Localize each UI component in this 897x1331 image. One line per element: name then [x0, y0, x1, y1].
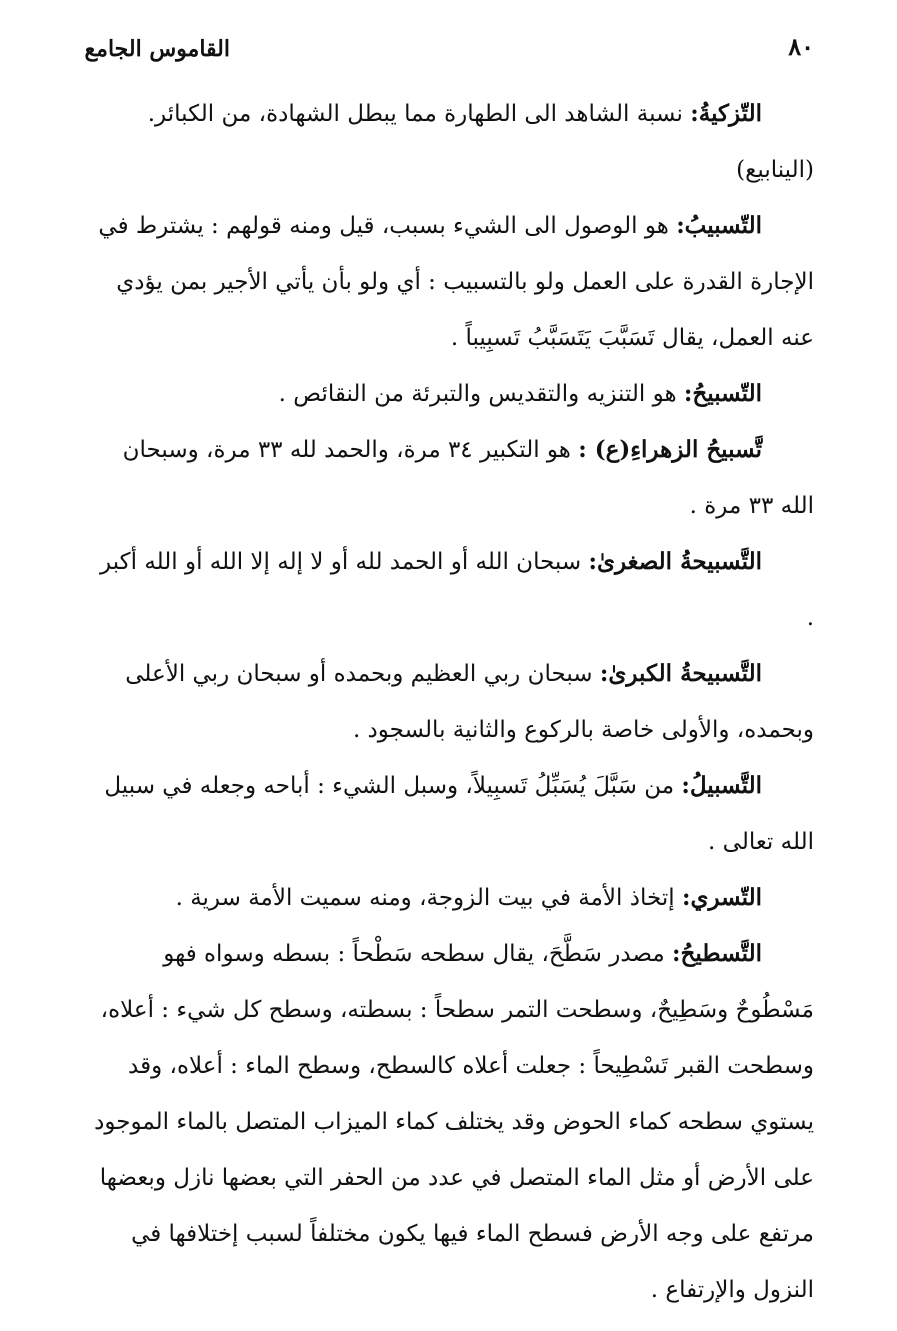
entry-term: التّسري:: [681, 884, 762, 911]
entry-tasbih-zahra: [86, 422, 814, 534]
entry-definition: سبحان الله أو الحمد لله أو لا إله إلا الله أو الله أكبر .: [100, 549, 814, 631]
entry-term: التّسبيحُ:: [683, 380, 762, 407]
dictionary-entries: [86, 86, 814, 1318]
entry-definition: هو الوصول الى الشيء بسبب، قيل ومنه قولهم : يشترط في الإجارة القدرة على العمل ولو بالتسبيب : أي ولو بأن يأتي الأجير بمن يؤدي عنه العمل، يقال تَسَبَّبَ يَتَسَبَّبُ تَسبِيباً .: [98, 213, 814, 351]
entry-term: التّسبيبُ:: [676, 212, 762, 239]
entry-tasbiha-sughra: [86, 534, 814, 646]
entry-term: التّزكيةُ:: [690, 100, 762, 127]
entry-definition: سبحان ربي العظيم وبحمده أو سبحان ربي الأعلى وبحمده، والأولى خاصة بالركوع والثانية بالسجود .: [125, 661, 814, 743]
running-title: القاموس الجامع: [84, 36, 230, 62]
entry-definition: من سَبَّلَ يُسَبِّلُ تَسبِيلاً، وسبل الشيء : أباحه وجعله في سبيل الله تعالى .: [104, 773, 814, 855]
entry-tasarri: [86, 870, 814, 926]
entry-definition: هو التنزيه والتقديس والتبرئة من النقائص .: [278, 381, 684, 407]
entry-tasbih: [86, 366, 814, 422]
entry-definition: هو التكبير ٣٤ مرة، والحمد لله ٣٣ مرة، وسبحان الله ٣٣ مرة .: [122, 437, 814, 519]
entry-term: التَّسبيلُ:: [681, 772, 762, 799]
entry-definition: مصدر سَطَّحَ، يقال سطحه سَطْحاً : بسطه وسواه فهو مَسْطُوحٌ وسَطِيحٌ، وسطحت التمر سطحاً : بسطته، وسطح كل شيء : أعلاه، وسطحت القبر تَسْطِيحاً : جعلت أعلاه كالسطح، وسطح الماء : أعلاه، وقد يستوي سطحه كماء الحوض وقد يختلف كماء الميزاب المتصل بالماء الموجود على الأرض أو مثل الماء المتصل في عدد من الحفر التي بعضها نازل وبعضها مرتفع على وجه الأرض فسطح الماء فيها يكون مختلفاً لسبب إختلافها في النزول والإرتفاع .: [94, 941, 814, 1303]
entry-definition: إتخاذ الأمة في بيت الزوجة، ومنه سميت الأمة سرية .: [175, 885, 682, 911]
entry-term: تَّسبيحُ الزهراءِ(ع) :: [578, 436, 762, 463]
entry-term: التَّسبيحةُ الكبرىٰ:: [599, 660, 762, 687]
entry-tasbib: [86, 198, 814, 366]
entry-tazkiya: [86, 86, 814, 198]
entry-tastih: [86, 926, 814, 1318]
page-header: [86, 30, 814, 70]
entry-tasbiha-kubra: [86, 646, 814, 758]
entry-tasbil: [86, 758, 814, 870]
entry-term: التَّسبيحةُ الصغرىٰ:: [588, 548, 762, 575]
entry-term: التَّسطيحُ:: [671, 940, 762, 967]
entry-definition: نسبة الشاهد الى الطهارة مما يبطل الشهادة، من الكبائر. (الينابيع): [147, 101, 814, 183]
page-number: ٨٠: [788, 32, 814, 61]
